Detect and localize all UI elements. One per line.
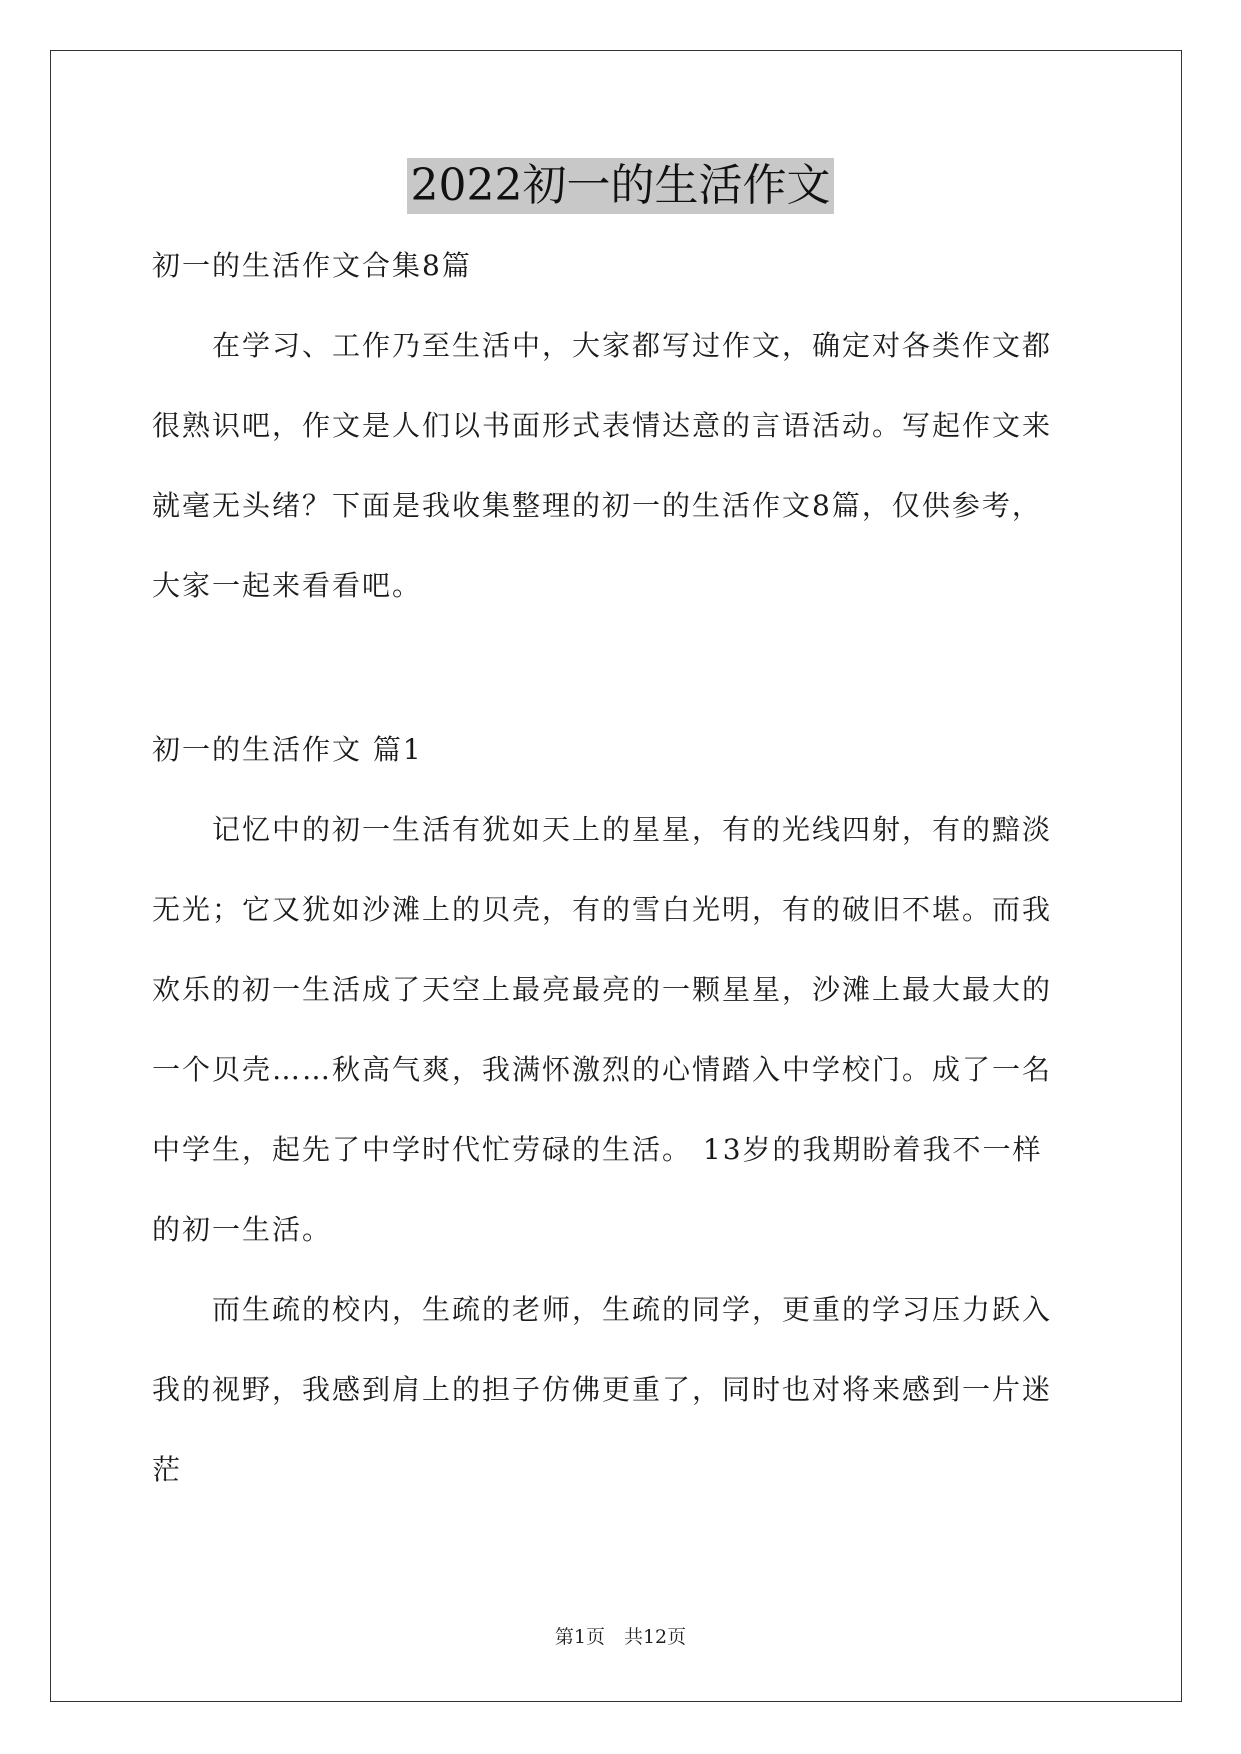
- text-line: 欢乐的初一生活成了天空上最亮最亮的一颗星星，沙滩上最大最大的: [152, 973, 1053, 1006]
- text-line: 就毫无头绪？下面是我收集整理的初一的生活作文8篇，仅供参考，: [152, 489, 1042, 522]
- section-heading: 初一的生活作文 篇1: [152, 733, 423, 766]
- text-line: 初一的生活作文合集8篇: [152, 249, 472, 282]
- paragraph-gap: [152, 626, 1088, 710]
- page-footer: 第1页 共12页: [554, 1626, 687, 1648]
- document-title: 2022初一的生活作文: [407, 158, 835, 214]
- title-wrap: [0, 158, 1241, 214]
- text-line: 大家一起来看看吧。: [152, 569, 423, 602]
- text-line: 我的视野，我感到肩上的担子仿佛更重了，同时也对将来感到一片迷: [152, 1373, 1053, 1406]
- text-line: 记忆中的初一生活有犹如天上的星星，有的光线四射，有的黯淡: [152, 813, 1053, 846]
- text-line: 而生疏的校内，生疏的老师，生疏的同学，更重的学习压力跃入: [152, 1293, 1053, 1326]
- text-line: 无光；它又犹如沙滩上的贝壳，有的雪白光明，有的破旧不堪。而我: [152, 893, 1053, 926]
- document-body: [152, 226, 1088, 1510]
- text-line: 很熟识吧，作文是人们以书面形式表情达意的言语活动。写起作文来: [152, 409, 1053, 442]
- text-line: 中学生，起先了中学时代忙劳碌的生活。 13岁的我期盼着我不一样: [152, 1133, 1043, 1166]
- text-line: 在学习、工作乃至生活中，大家都写过作文，确定对各类作文都: [152, 329, 1053, 362]
- text-line: 茫: [152, 1453, 183, 1486]
- text-line: 一个贝壳……秋高气爽，我满怀激烈的心情踏入中学校门。成了一名: [152, 1053, 1053, 1086]
- text-line: 的初一生活。: [152, 1213, 333, 1246]
